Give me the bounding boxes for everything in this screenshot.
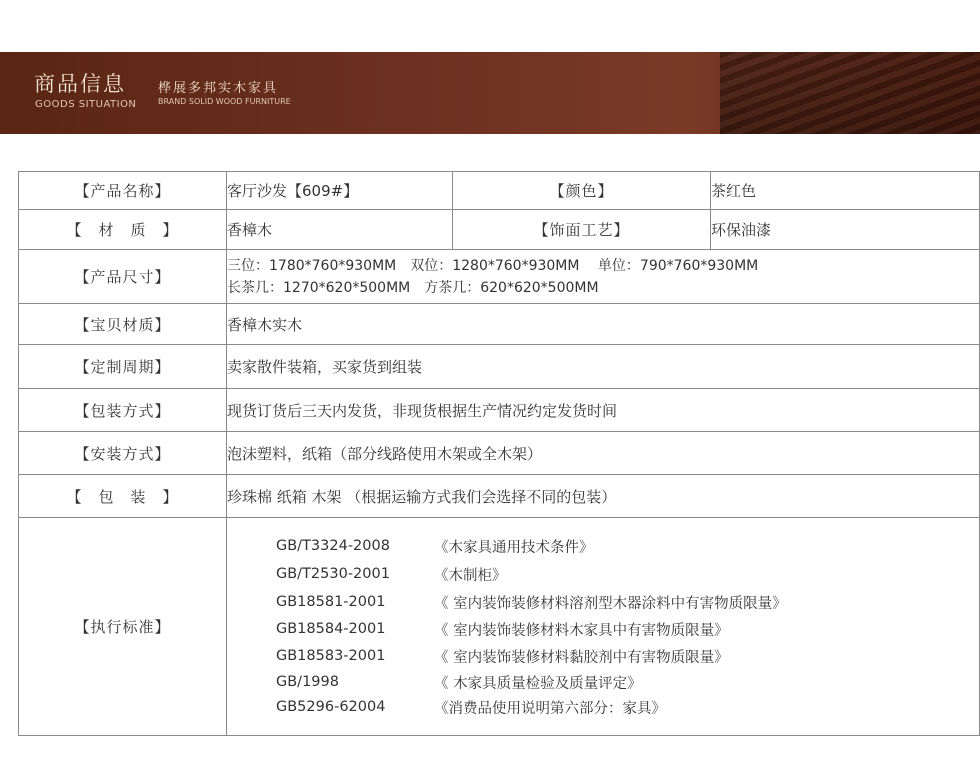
standard-label: 【执行标准】: [19, 518, 227, 736]
standard-code: GB18581-2001: [276, 594, 386, 610]
material-label: [19, 210, 227, 250]
standard-code: GB/1998: [276, 674, 339, 690]
product-spec-table: [18, 171, 980, 736]
list-item: [276, 697, 979, 717]
list-item: [276, 646, 979, 666]
size-line-2: 长茶几：1270*620*500MM 方茶几：620*620*500MM: [227, 279, 599, 296]
standard-code: GB/T2530-2001: [276, 566, 390, 582]
product-name-label: 【产品名称】: [19, 172, 227, 210]
cycle-value: 卖家散件装箱，买家货到组装: [227, 345, 980, 389]
standards-list: [227, 518, 980, 736]
list-item: [276, 672, 979, 692]
baby-material-value: 香樟木实木: [227, 304, 980, 345]
list-item: [276, 619, 979, 639]
table-row: [19, 389, 980, 432]
material-value: 香樟木: [227, 210, 453, 250]
color-label: 【颜色】: [453, 172, 711, 210]
table-row: [19, 304, 980, 345]
standard-title: 《木制柜》: [434, 567, 507, 584]
table-row: [19, 518, 980, 736]
standard-code: GB18583-2001: [276, 648, 386, 664]
standard-title: 《 室内装饰装修材料溶剂型木器涂料中有害物质限量》: [434, 595, 787, 612]
table-row: [19, 475, 980, 518]
standard-title: 《消费品使用说明第六部分：家具》: [434, 700, 666, 717]
table-row: [19, 210, 980, 250]
section-subtitle: GOODS SITUATION: [35, 99, 137, 110]
standard-title: 《 室内装饰装修材料黏胶剂中有害物质限量》: [434, 649, 729, 666]
size-line-1: 三位：1780*760*930MM 双位：1280*760*930MM 单位：790*760*930MM: [227, 257, 759, 274]
material-label-open: 【材: [66, 221, 131, 239]
product-name-value: 客厅沙发【609#】: [227, 172, 453, 210]
color-value: 茶红色: [711, 172, 980, 210]
brand-name: 桦展多邦实木家具: [158, 81, 279, 96]
roof-decoration: [720, 52, 980, 134]
size-value: [227, 250, 980, 304]
pack-value: 珍珠棉 纸箱 木架 （根据运输方式我们会选择不同的包装）: [227, 475, 980, 518]
install-label: 【安装方式】: [19, 432, 227, 475]
material-label-close: 质】: [130, 221, 179, 239]
size-label: 【产品尺寸】: [19, 250, 227, 304]
pack-label-open: 【包: [66, 487, 131, 506]
packing-method-value: 现货订货后三天内发货，非现货根据生产情况约定发货时间: [227, 389, 980, 432]
list-item: [276, 536, 979, 556]
pack-label: [19, 475, 227, 518]
standard-code: GB/T3324-2008: [276, 538, 390, 554]
standard-title: 《 木家具质量检验及质量评定》: [434, 675, 642, 692]
table-row: [19, 432, 980, 475]
list-item: [276, 592, 979, 612]
pack-label-close: 装】: [130, 487, 179, 506]
standard-title: 《 室内装饰装修材料木家具中有害物质限量》: [434, 622, 729, 639]
table-row: [19, 172, 980, 210]
packing-method-label: 【包装方式】: [19, 389, 227, 432]
section-title: 商品信息: [34, 72, 126, 96]
brand-name-en: BRAND SOLID WOOD FURNITURE: [158, 97, 291, 106]
table-row: [19, 250, 980, 304]
install-value: 泡沫塑料，纸箱（部分线路使用木架或全木架）: [227, 432, 980, 475]
header-banner: [0, 52, 980, 134]
table-row: [19, 345, 980, 389]
list-item: [276, 564, 979, 584]
standard-title: 《木家具通用技术条件》: [434, 539, 594, 556]
standard-code: GB18584-2001: [276, 621, 386, 637]
cycle-label: 【定制周期】: [19, 345, 227, 389]
baby-material-label: 【宝贝材质】: [19, 304, 227, 345]
standard-code: GB5296-62004: [276, 699, 386, 715]
finish-label: 【饰面工艺】: [453, 210, 711, 250]
finish-value: 环保油漆: [711, 210, 980, 250]
